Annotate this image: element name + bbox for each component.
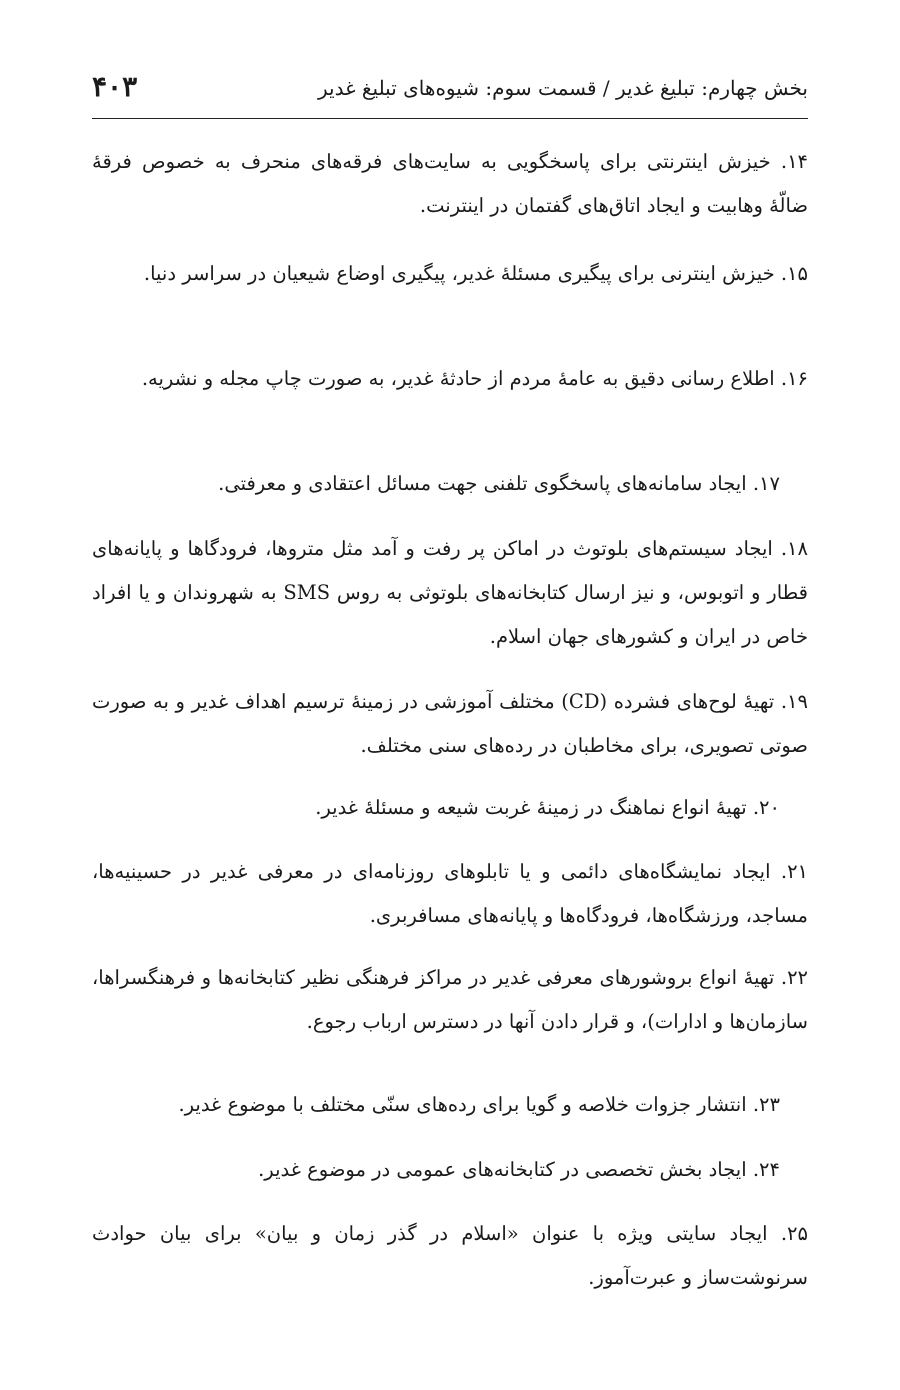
- list-item-20: [92, 786, 808, 830]
- page-number: ۴۰۳: [92, 70, 138, 103]
- list-item-23: [92, 1083, 808, 1127]
- item-number: ۲۴.: [752, 1158, 780, 1181]
- item-number: ۲۱.: [780, 860, 809, 883]
- item-number: ۱۵.: [780, 262, 808, 285]
- item-text: ایجاد نمایشگاه‌های دائمی و یا تابلوهای روزنامه‌ای در معرفی غدیر در حسینیه‌ها، مساجد، ورزشگاه‌ها، فرودگاه‌ها و پایانه‌های مسافربری.: [92, 860, 808, 927]
- list-item-15: [92, 252, 808, 296]
- item-text: ایجاد سایتی ویژه با عنوان «اسلام در گذر زمان و بیان» برای بیان حوادث سرنوشت‌ساز و عبرت‌آموز.: [92, 1222, 808, 1289]
- numbered-list: [92, 0, 808, 1390]
- item-text: اطلاع رسانی دقیق به عامهٔ مردم از حادثهٔ غدیر، به صورت چاپ مجله و نشریه.: [141, 367, 775, 390]
- item-text: ایجاد سیستم‌های بلوتوث در اماکن پر رفت و آمد مثل متروها، فرودگاها و پایانه‌های قطار و اتوبوس، و نیز ارسال کتابخانه‌های بلوتوثی به روس SMS به شهروندان و یا افراد خاص در ایران و کشورهای جهان اسلام.: [92, 537, 808, 648]
- item-number: ۲۲.: [780, 966, 809, 989]
- item-text: ایجاد سامانه‌های پاسخگوی تلفنی جهت مسائل اعتقادی و معرفتی.: [218, 472, 747, 495]
- list-item-14: [92, 140, 808, 228]
- item-number: ۱۸.: [780, 537, 808, 560]
- item-text: تهیهٔ لوح‌های فشرده (CD) مختلف آموزشی در زمینهٔ ترسیم اهداف غدیر و به صورت صوتی تصویری، برای مخاطبان در رده‌های سنی مختلف.: [92, 690, 808, 757]
- item-number: ۲۳.: [752, 1093, 780, 1116]
- item-number: ۱۹.: [780, 690, 808, 713]
- item-text: ایجاد بخش تخصصی در کتابخانه‌های عمومی در موضوع غدیر.: [258, 1158, 747, 1181]
- list-item-18: [92, 527, 808, 659]
- list-item-24: [92, 1148, 808, 1192]
- item-text: تهیهٔ انواع بروشورهای معرفی غدیر در مراکز فرهنگی نظیر کتابخانه‌ها و فرهنگسراها، سازمان‌ها و ادارات)، و قرار دادن آنها در دسترس ارباب رجوع.: [92, 966, 808, 1033]
- item-number: ۲۵.: [780, 1222, 808, 1245]
- item-text: تهیهٔ انواع نماهنگ در زمینهٔ غربت شیعه و مسئلهٔ غدیر.: [315, 796, 747, 819]
- list-item-17: [92, 462, 808, 506]
- list-item-21: [92, 850, 808, 938]
- item-number: ۱۴.: [780, 150, 809, 173]
- list-item-19: [92, 680, 808, 768]
- item-number: ۱۶.: [780, 367, 808, 390]
- item-text: انتشار جزوات خلاصه و گویا برای رده‌های سنّی مختلف با موضوع غدیر.: [178, 1093, 747, 1116]
- list-item-25: [92, 1212, 808, 1300]
- list-item-16: [92, 357, 808, 401]
- item-number: ۲۰.: [752, 796, 780, 819]
- item-number: ۱۷.: [752, 472, 780, 495]
- item-text: خیزش اینترنتی برای پاسخگویی به سایت‌های فرقه‌های منحرف به خصوص فرقهٔ ضالّهٔ وهابیت و ایجاد اتاق‌های گفتمان در اینترنت.: [92, 150, 808, 217]
- list-item-22: [92, 956, 808, 1044]
- item-text: خیزش اینترنی برای پیگیری مسئلهٔ غدیر، پیگیری اوضاع شیعیان در سراسر دنیا.: [143, 262, 775, 285]
- running-header-title: بخش چهارم: تبلیغ غدیر / قسمت سوم: شیوه‌های تبلیغ غدیر: [317, 76, 808, 100]
